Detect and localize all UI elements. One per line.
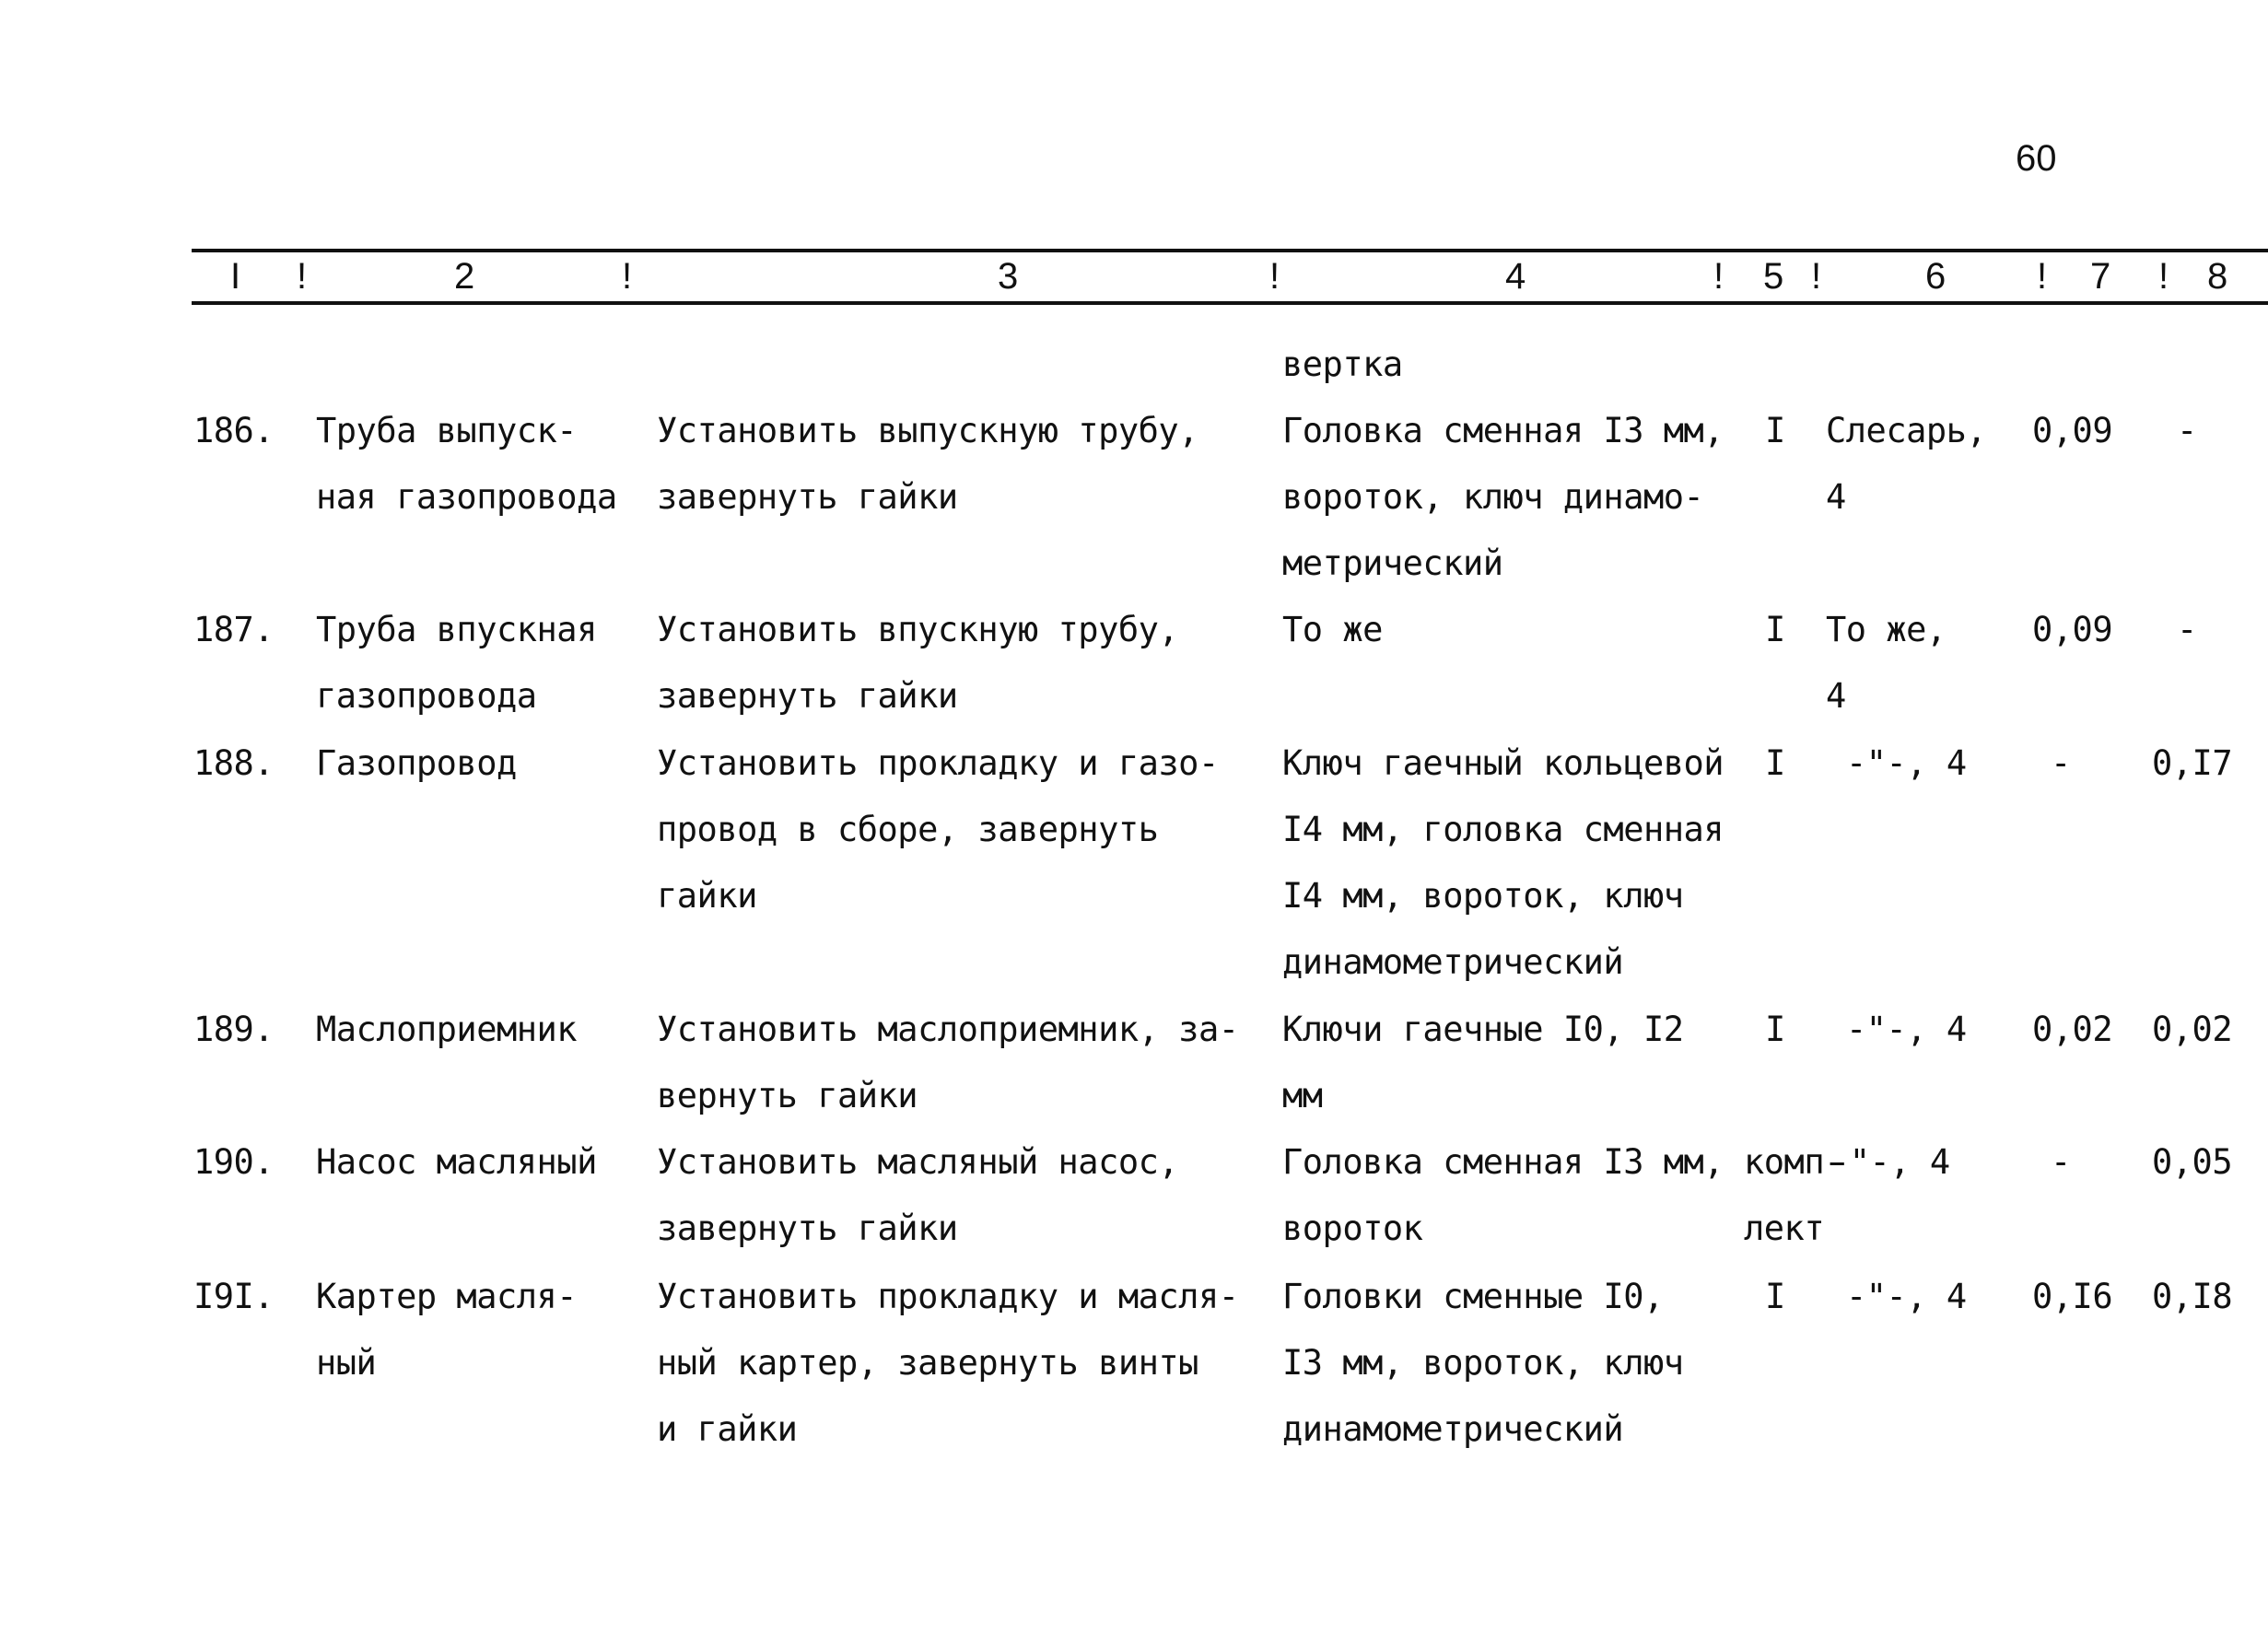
row-number: 189.: [193, 1010, 275, 1049]
row-operation: Установить прокладку и газо- провод в сборе, завернуть гайки: [657, 743, 1219, 916]
header-col-2: 2: [454, 256, 475, 297]
row-tools: Ключи гаечные I0, I2 мм: [1282, 1010, 1684, 1115]
row-value-7: -: [2051, 1142, 2071, 1182]
table-top-rule: [192, 249, 2268, 252]
row-operation: Установить впускную трубу, завернуть гайки: [657, 610, 1179, 716]
header-separator: !: [1269, 256, 1280, 297]
continuation-cell: вертка: [1282, 345, 1403, 384]
row-value-8: 0,05: [2152, 1142, 2233, 1182]
row-part-name: Маслоприемник: [316, 1010, 578, 1049]
row-part-name: Картер масля- ный: [316, 1277, 578, 1383]
row-value-8: -: [2177, 411, 2197, 450]
header-col-8: 8: [2207, 256, 2228, 297]
row-value-7: 0,09: [2032, 610, 2113, 649]
header-separator: !: [2037, 256, 2048, 297]
row-worker: -"-, 4: [1846, 1010, 1967, 1049]
row-operation: Установить масляный насос, завернуть гайки: [657, 1142, 1179, 1248]
header-separator: !: [2158, 256, 2169, 297]
row-quantity: I: [1765, 1277, 1785, 1316]
header-col-3: 3: [998, 256, 1019, 297]
header-separator: !: [622, 256, 633, 297]
row-quantity: комп- лект: [1744, 1142, 1844, 1248]
row-quantity: I: [1765, 743, 1785, 783]
header-col-6: 6: [1925, 256, 1947, 297]
row-number: I9I.: [193, 1277, 275, 1316]
row-tools: Ключ гаечный кольцевой I4 мм, головка сменная I4 мм, вороток, ключ динамометрический: [1282, 743, 1724, 982]
row-number: 187.: [193, 610, 275, 649]
row-quantity: I: [1765, 1010, 1785, 1049]
row-quantity: I: [1765, 610, 1785, 649]
row-value-7: 0,02: [2032, 1010, 2113, 1049]
row-value-8: -: [2177, 610, 2197, 649]
row-tools: Головки сменные I0, I3 мм, вороток, ключ динамометрический: [1282, 1277, 1684, 1449]
row-value-8: 0,I8: [2152, 1277, 2233, 1316]
row-operation: Установить выпускную трубу, завернуть гайки: [657, 411, 1198, 517]
row-tools: Головка сменная I3 мм, вороток: [1282, 1142, 1724, 1248]
row-quantity: I: [1765, 411, 1785, 450]
header-col-4: 4: [1505, 256, 1526, 297]
header-col-5: 5: [1763, 256, 1784, 297]
row-number: 188.: [193, 743, 275, 783]
row-part-name: Насос масляный: [316, 1142, 597, 1182]
header-col-7: 7: [2090, 256, 2111, 297]
row-operation: Установить прокладку и масля- ный картер, завернуть винты и гайки: [657, 1277, 1239, 1449]
row-worker: -"-, 4: [1846, 743, 1967, 783]
row-number: 186.: [193, 411, 275, 450]
row-value-7: 0,I6: [2032, 1277, 2113, 1316]
row-part-name: Труба выпуск- ная газопровода: [316, 411, 617, 517]
page-number: 60: [2016, 138, 2057, 179]
table-header-bottom-rule: [192, 301, 2268, 305]
row-value-8: 0,02: [2152, 1010, 2233, 1049]
header-separator: !: [297, 256, 308, 297]
header-col-1: I: [230, 256, 241, 297]
row-worker: Слесарь, 4: [1826, 411, 1987, 517]
row-number: 190.: [193, 1142, 275, 1182]
row-part-name: Газопровод: [316, 743, 517, 783]
row-value-7: 0,09: [2032, 411, 2113, 450]
row-tools: Головка сменная I3 мм, вороток, ключ динамо- метрический: [1282, 411, 1724, 583]
row-tools: То же: [1282, 610, 1383, 649]
header-separator: !: [1713, 256, 1724, 297]
row-worker: -"-, 4: [1846, 1277, 1967, 1316]
header-separator: !: [1811, 256, 1822, 297]
row-operation: Установить маслоприемник, за- вернуть гайки: [657, 1010, 1239, 1115]
row-worker: -"-, 4: [1830, 1142, 1950, 1182]
row-value-7: -: [2051, 743, 2071, 783]
row-value-8: 0,I7: [2152, 743, 2233, 783]
row-worker: То же, 4: [1826, 610, 1947, 716]
row-part-name: Труба впускная газопровода: [316, 610, 597, 716]
